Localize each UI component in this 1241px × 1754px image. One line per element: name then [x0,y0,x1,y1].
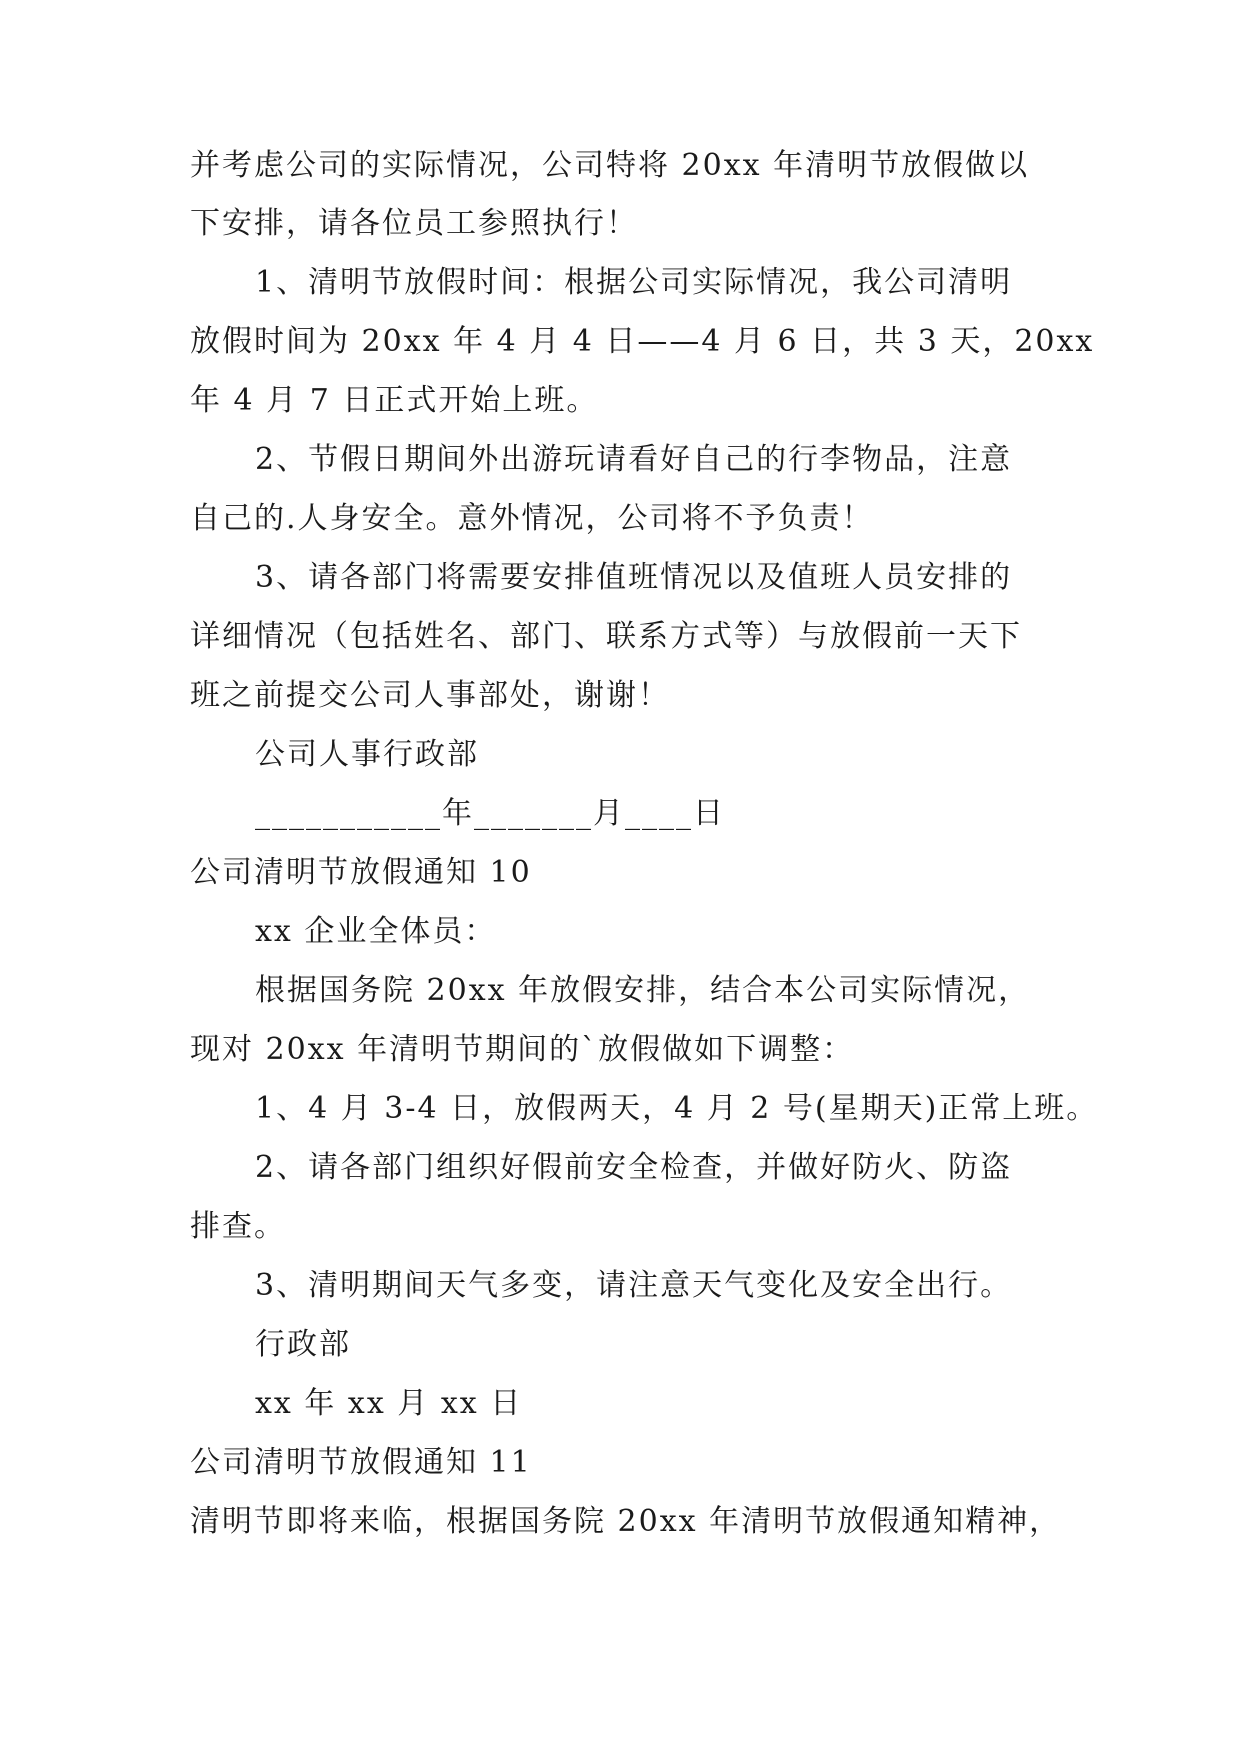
paragraph-line: 下安排，请各位员工参照执行！ [190,206,638,241]
paragraph-line: 年 4 月 7 日正式开始上班。 [190,383,599,418]
paragraph-line: 根据国务院 20xx 年放假安排，结合本公司实际情况， [255,973,1031,1008]
signature-department: 公司人事行政部 [255,737,479,772]
signature-department: 行政部 [255,1327,351,1362]
paragraph-line: 现对 20xx 年清明节期间的`放假做如下调整： [190,1032,855,1067]
section-title: 公司清明节放假通知 10 [190,855,532,890]
list-item-2-line: 2、节假日期间外出游玩请看好自己的行李物品，注意 [255,442,1013,477]
paragraph-line: 班之前提交公司人事部处，谢谢！ [190,678,670,713]
signature-date: xx 年 xx 月 xx 日 [255,1386,523,1421]
salutation: xx 企业全体员： [255,914,497,949]
list-item-1-line: 1、4 月 3-4 日，放假两天，4 月 2 号(星期天)正常上班。 [255,1091,1099,1126]
section-title: 公司清明节放假通知 11 [190,1445,532,1480]
list-item-2-line: 2、请各部门组织好假前安全检查，并做好防火、防盗 [255,1150,1013,1185]
paragraph-line: 清明节即将来临，根据国务院 20xx 年清明节放假通知精神， [190,1504,1062,1539]
list-item-3-line: 3、请各部门将需要安排值班情况以及值班人员安排的 [255,560,1013,595]
paragraph-line: 放假时间为 20xx 年 4 月 4 日——4 月 6 日，共 3 天，20xx [190,324,1095,359]
paragraph-line: 自己的.人身安全。意外情况，公司将不予负责！ [190,501,874,536]
signature-date: ___________年_______月____日 [255,796,725,831]
list-item-1-line: 1、清明节放假时间：根据公司实际情况，我公司清明 [255,265,1013,300]
paragraph-line: 并考虑公司的实际情况，公司特将 20xx 年清明节放假做以 [190,148,1030,183]
list-item-3-line: 3、清明期间天气多变，请注意天气变化及安全出行。 [255,1268,1013,1303]
paragraph-line: 详细情况（包括姓名、部门、联系方式等）与放假前一天下 [190,619,1022,654]
paragraph-line: 排查。 [190,1209,286,1244]
